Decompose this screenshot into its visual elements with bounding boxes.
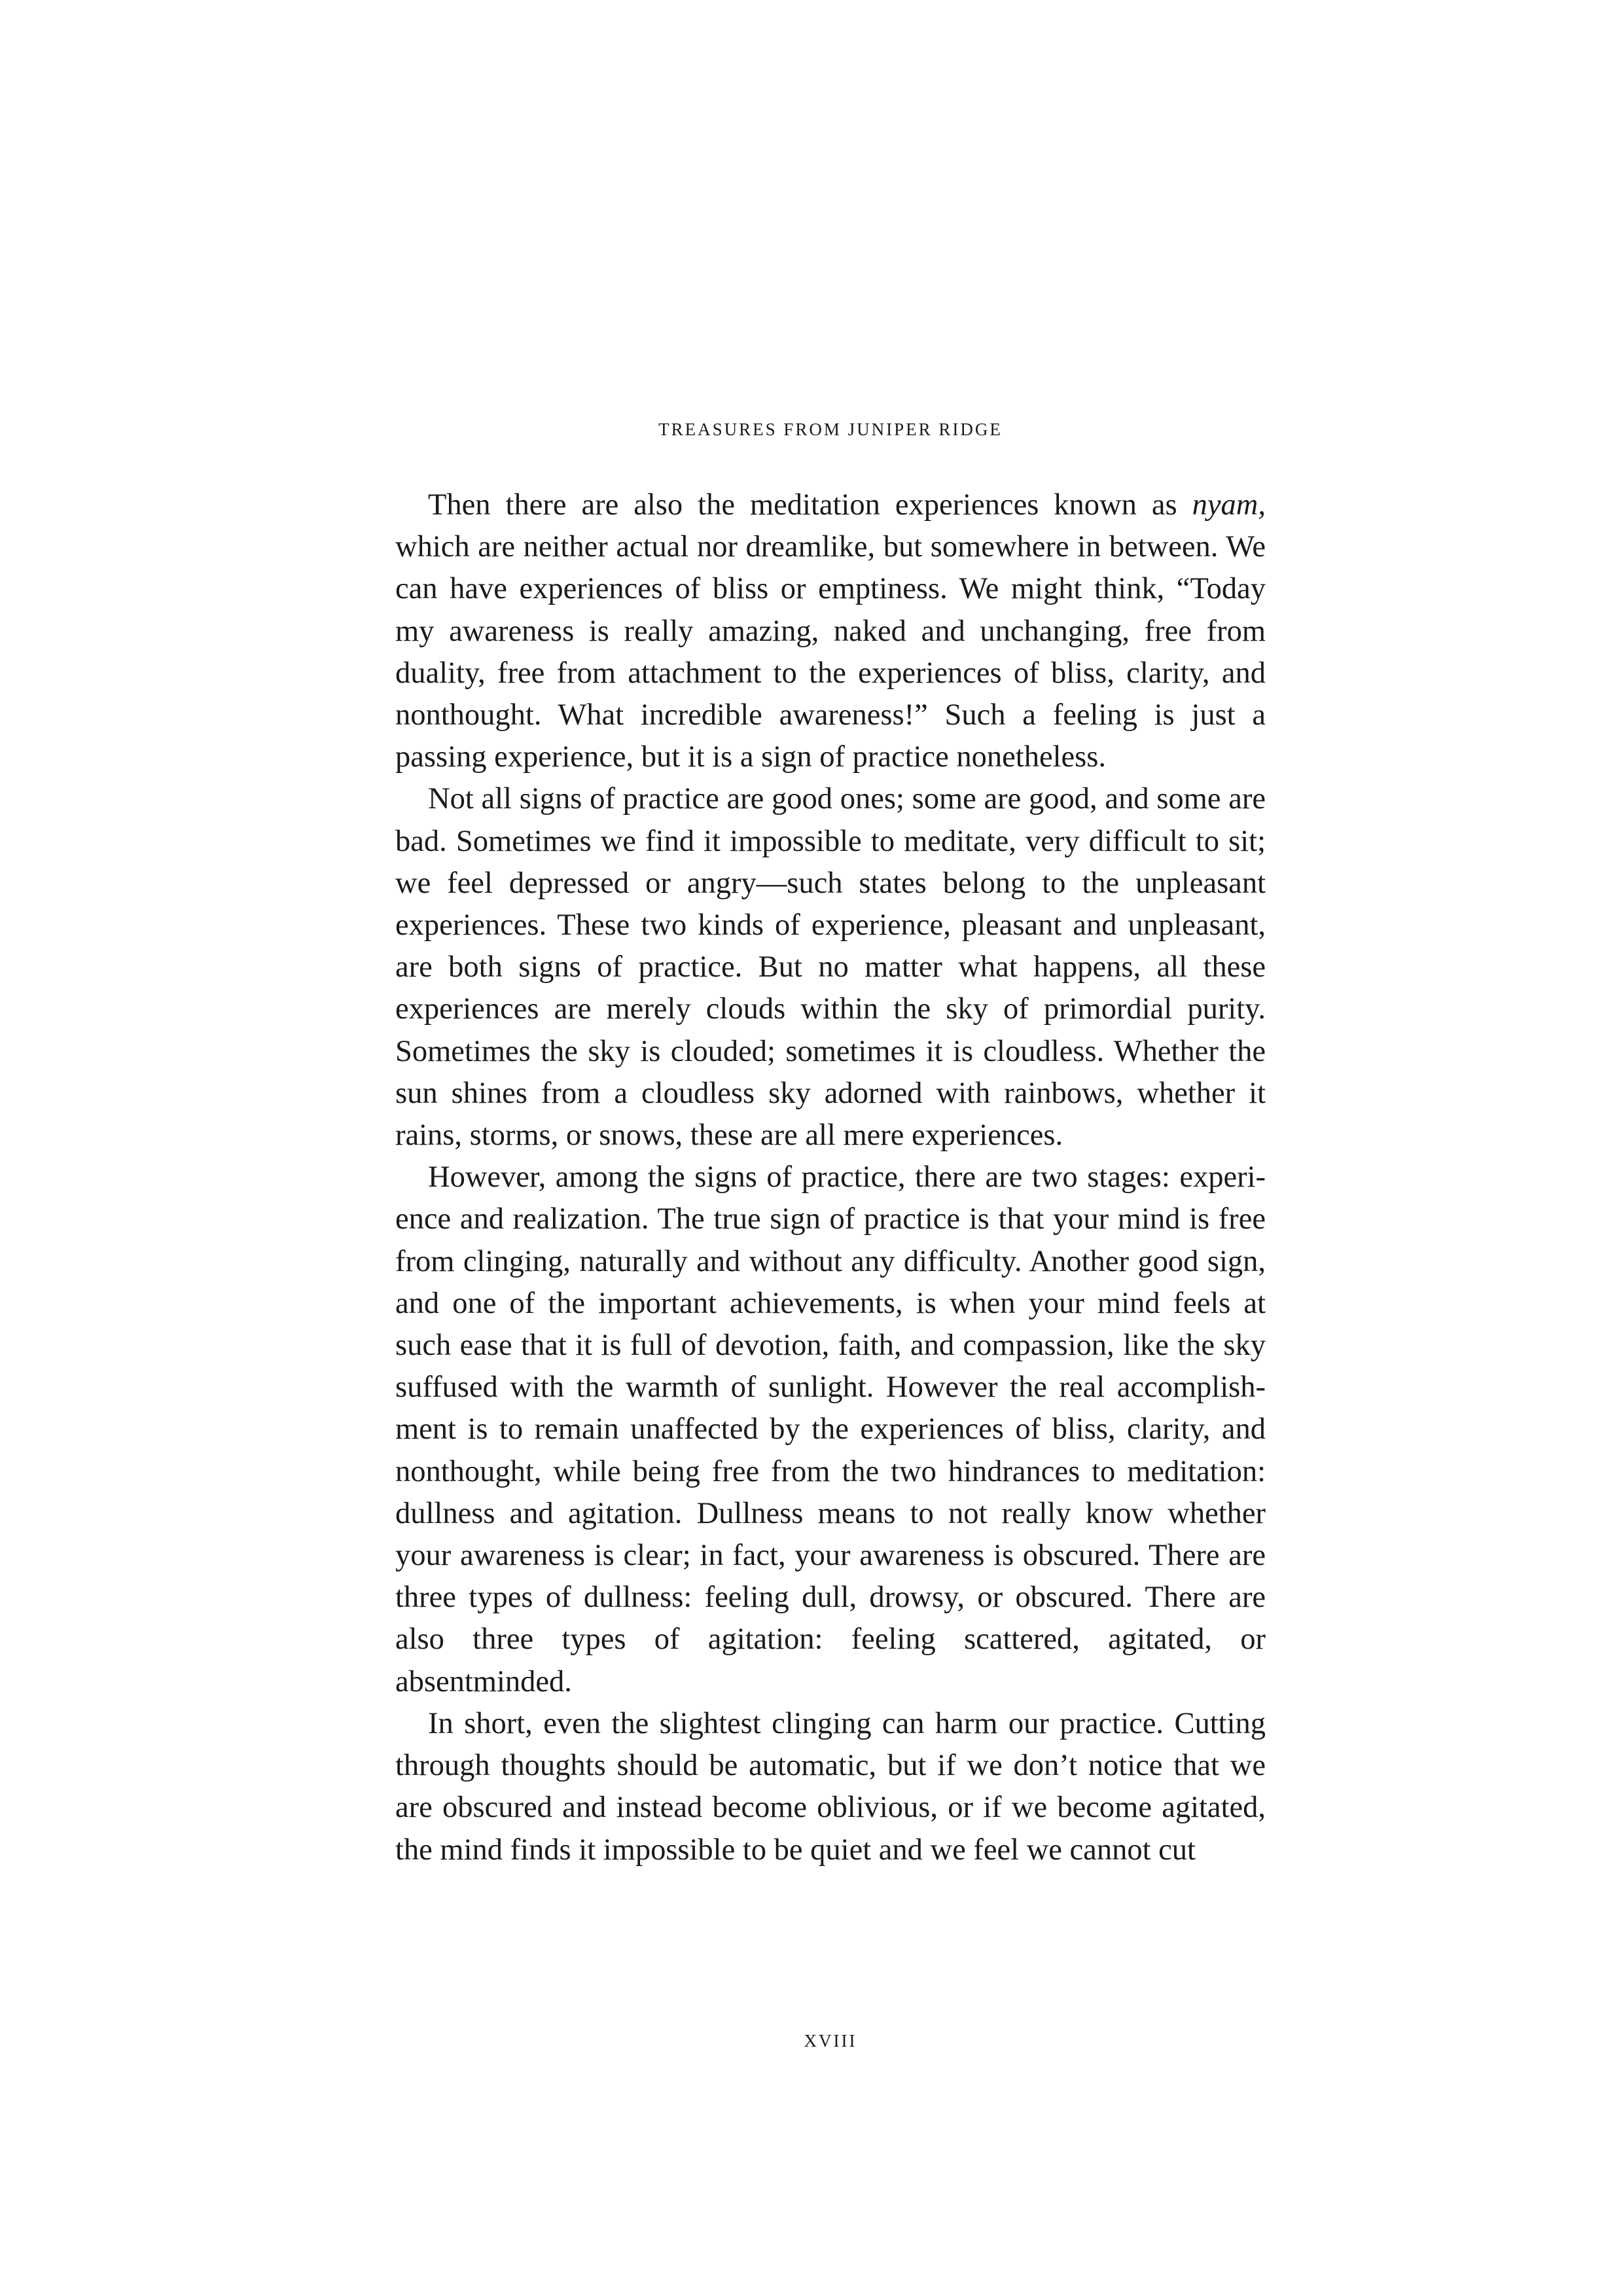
paragraph-1-text-b: which are neither actual nor dreamlike, but somewhere in between. We can have experiences of bliss or emptiness. We might think, “Today my awareness is really amazing, naked and unchanging, free from duality, free from attachment to the experiences of bliss, clarity, and nonthought. What incredible awareness!” Such a feeling is just a passing experience, but it is a sign of practice nonetheless.	[395, 530, 1266, 774]
paragraph-3: However, among the signs of practice, there are two stages: experience and realization. The true sign of practice is that your mind is free from clinging, naturally and without any difficulty. Another good sign, and one of the important achievements, is when your mind feels at such ease that it is full of devotion, faith, and compassion, like the sky suffused with the warmth of sunlight. However the real accomplishment is to remain unaffected by the experiences of bliss, clarity, and nonthought, while being free from the two hindrances to meditation: dullness and agitation. Dullness means to not really know whether your awareness is clear; in fact, your awareness is obscured. There are three types of dullness: feeling dull, drowsy, or obscured. There are also three types of agitation: feeling scattered, agitated, or absentminded.	[395, 1160, 1266, 1698]
paragraph-2: Not all signs of practice are good ones; some are good, and some are bad. Sometimes we find it impossible to meditate, very difficult to sit; we feel depressed or angry—such states belong to the unpleasant experiences. These two kinds of experience, pleasant and unpleasant, are both signs of practice. But no matter what happens, all these experiences are merely clouds within the sky of primordial purity. Sometimes the sky is clouded; sometimes it is cloudless. Whether the sun shines from a cloudless sky adorned with rainbows, whether it rains, storms, or snows, these are all mere experiences.	[395, 782, 1266, 1153]
paragraph-1-text-a: Then there are also the meditation experiences known as	[428, 488, 1192, 522]
body-text	[395, 484, 1266, 1871]
italic-term-nyam: nyam,	[1192, 488, 1266, 522]
page-number: XVIII	[804, 2031, 857, 2051]
paragraph-4: In short, even the slightest clinging can harm our practice. Cutting through thoughts should be automatic, but if we don’t notice that we are obscured and instead become oblivious, or if we become agitated, the mind finds it impossible to be quiet and we feel we cannot cut	[395, 1706, 1266, 1867]
paragraph-1	[395, 484, 1266, 778]
running-head: TREASURES FROM JUNIPER RIDGE	[658, 420, 1003, 439]
